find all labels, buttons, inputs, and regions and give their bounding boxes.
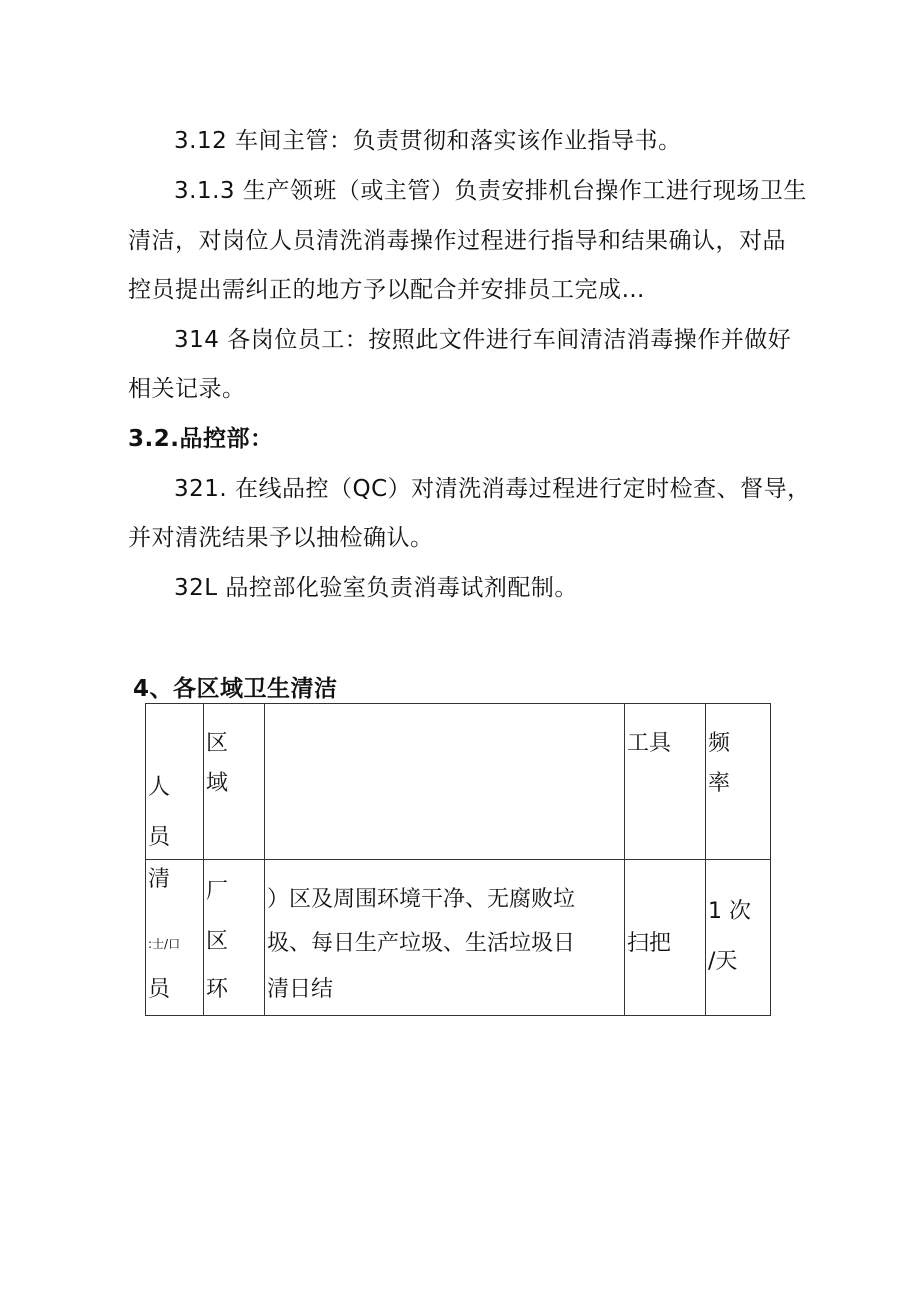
area-cleaning-table [145, 703, 771, 1016]
header-area-char-1: 区 [206, 731, 229, 756]
header-cell-frequency [706, 704, 771, 860]
paragraph-3-1-2: 3.12 车间主管：负责贯彻和落实该作业指导书。 [174, 128, 682, 154]
paragraph-3-1-4-line-2: 相关记录。 [128, 376, 246, 402]
cell-content [265, 860, 625, 1016]
area-char-1: 厂 [206, 879, 229, 904]
content-line-2: 圾、每日生产垃圾、生活垃圾日 [267, 931, 576, 956]
frequency-line-1: 1 次 [708, 899, 751, 924]
paragraph-3-2-1-line-1: 321. 在线品控（QC）对清洗消毒过程进行定时检查、督导， [174, 476, 811, 502]
paragraph-3-1-4-line-1: 314 各岗位员工：按照此文件进行车间清洁消毒操作并做好 [174, 327, 792, 353]
cell-area [204, 860, 265, 1016]
section-heading-3-2: 3.2.品控部： [128, 426, 274, 452]
paragraph-3-2-2: 32L 品控部化验室负责消毒试剂配制。 [174, 575, 578, 601]
cell-tool [625, 860, 706, 1016]
area-char-3: 环 [206, 977, 229, 1002]
table-header-row [146, 704, 771, 860]
header-area-char-2: 域 [206, 771, 229, 796]
paragraph-3-1-3-line-1: 3.1.3 生产领班（或主管）负责安排机台操作工进行现场卫生 [174, 178, 807, 204]
table-row [146, 860, 771, 1016]
personnel-char-3: 员 [148, 977, 171, 1002]
content-line-1: ）区及周围环境干净、无腐败垃 [267, 887, 576, 912]
cell-frequency [706, 860, 771, 1016]
section-heading-4: 4、各区域卫生清洁 [133, 676, 338, 702]
frequency-line-2: /天 [708, 949, 738, 974]
header-cell-tool [625, 704, 706, 860]
header-tool: 工具 [627, 731, 672, 756]
area-char-2: 区 [206, 929, 229, 954]
header-frequency-char-2: 率 [708, 771, 731, 796]
header-personnel-char-2: 员 [148, 825, 171, 850]
header-frequency-char-1: 频 [708, 731, 731, 756]
paragraph-3-1-3-line-3: 控员提出需纠正的地方予以配合并安排员工完成… [128, 277, 645, 303]
header-cell-area [204, 704, 265, 860]
paragraph-3-1-3-line-2: 清洁，对岗位人员清洗消毒操作过程进行指导和结果确认，对品 [128, 228, 786, 254]
header-cell-personnel [146, 704, 204, 860]
content-line-3: 清日结 [267, 977, 334, 1002]
header-personnel-char-1: 人 [148, 775, 171, 800]
personnel-ocr-fragment: :士/口 [148, 937, 181, 951]
tool-value: 扫把 [627, 931, 672, 956]
personnel-char-1: 清 [148, 867, 171, 892]
header-cell-content [265, 704, 625, 860]
paragraph-3-2-1-line-2: 并对清洗结果予以抽检确认。 [128, 525, 434, 551]
cell-personnel [146, 860, 204, 1016]
